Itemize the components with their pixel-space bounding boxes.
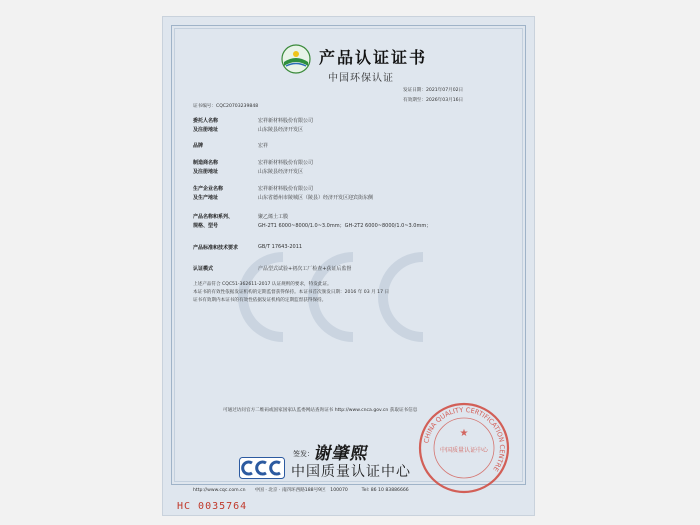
signature: 谢肇熙 bbox=[312, 444, 371, 464]
note-line: 证书有效期内本证书的有效性依据发证机构的定期监督获得保持。 bbox=[193, 298, 327, 303]
field-value: GH-2T1 6000~8000/1.0~3.0mm；GH-2T2 6000~8000/1.0~3.0mm； bbox=[258, 223, 432, 229]
signature-label: 签发： bbox=[293, 450, 314, 458]
field-label: 及生产地址 bbox=[193, 195, 219, 201]
valid-until-label: 有效期至： bbox=[403, 98, 426, 103]
field-label: 制造商名称 bbox=[193, 160, 219, 166]
footer-contact: http://www.cqc.com.cn 中国 · 北京 · 南四环西路188号9区 100070 Tel: 86 10 83886666 bbox=[193, 488, 409, 493]
valid-until: 2026年03月16日 bbox=[425, 98, 464, 103]
note-line: 本证书的有效性依据发证机构的定期监督获得保持。本证书首次颁发日期：2016 年 03 月 17 日 bbox=[193, 290, 390, 295]
verify-line: 可通过访问官方二维码或国家国家认监委网站查询证书 http://www.cnca.gov.cn 获取证书信息 bbox=[223, 408, 418, 413]
field-value: 宏祥 bbox=[258, 143, 269, 149]
issue-date: 2021年07月02日 bbox=[425, 88, 464, 93]
field-value: 产品型式试验+初次工厂检查+获证后监督 bbox=[258, 266, 352, 272]
cqc-logo bbox=[239, 457, 285, 479]
field-label: 及注册地址 bbox=[193, 169, 219, 175]
field-label: 及注册地址 bbox=[193, 127, 219, 133]
seal-text-cn: 中国质量认证中心 bbox=[439, 447, 489, 454]
field-value: GB/T 17643-2011 bbox=[258, 244, 303, 250]
field-value: 山东省德州市陵城区（陵县）经济开发区迎宾街东侧 bbox=[258, 195, 374, 201]
certificate-title: 产品认证证书 bbox=[319, 48, 428, 67]
environmental-label-logo bbox=[281, 44, 311, 74]
certificate-subtitle: 中国环保认证 bbox=[328, 73, 394, 84]
note-line: 上述产品符合 CQC51-362611-2017 认证规则的要求，特发此证。 bbox=[193, 282, 332, 287]
certificate bbox=[162, 16, 535, 516]
field-value: 山东陵县经济开发区 bbox=[258, 169, 304, 175]
issuer-name: 中国质量认证中心 bbox=[291, 464, 411, 480]
field-value: 聚乙烯土工膜 bbox=[258, 214, 289, 220]
cert-number: CQC20703239848 bbox=[215, 104, 259, 109]
field-label: 委托人名称 bbox=[193, 118, 219, 124]
valid-until-row bbox=[403, 97, 463, 103]
seal-star-icon: ★ bbox=[459, 428, 469, 439]
issue-date-label: 发证日期： bbox=[403, 88, 426, 93]
field-label: 产品名称和系列、 bbox=[193, 214, 234, 220]
seal-text: CHINA QUALITY CERTIFICATION CENTRE bbox=[422, 405, 507, 473]
field-label: 认证模式 bbox=[193, 266, 214, 272]
field-label: 产品标准和技术要求 bbox=[193, 245, 239, 251]
field-label: 规格、型号 bbox=[193, 223, 219, 229]
field-label: 品牌 bbox=[193, 143, 204, 149]
field-value: 宏祥新材料股份有限公司 bbox=[258, 118, 314, 124]
cert-number-label: 证书编号： bbox=[193, 104, 216, 109]
certification-seal bbox=[418, 402, 510, 494]
cert-number-row bbox=[193, 103, 258, 109]
field-value: 山东陵县经济开发区 bbox=[258, 127, 304, 133]
field-value: 宏祥新材料股份有限公司 bbox=[258, 160, 314, 166]
issue-date-row bbox=[403, 87, 463, 93]
field-label: 生产企业名称 bbox=[193, 186, 224, 192]
serial-number: HC 0035764 bbox=[177, 501, 248, 512]
field-value: 宏祥新材料股份有限公司 bbox=[258, 186, 314, 192]
